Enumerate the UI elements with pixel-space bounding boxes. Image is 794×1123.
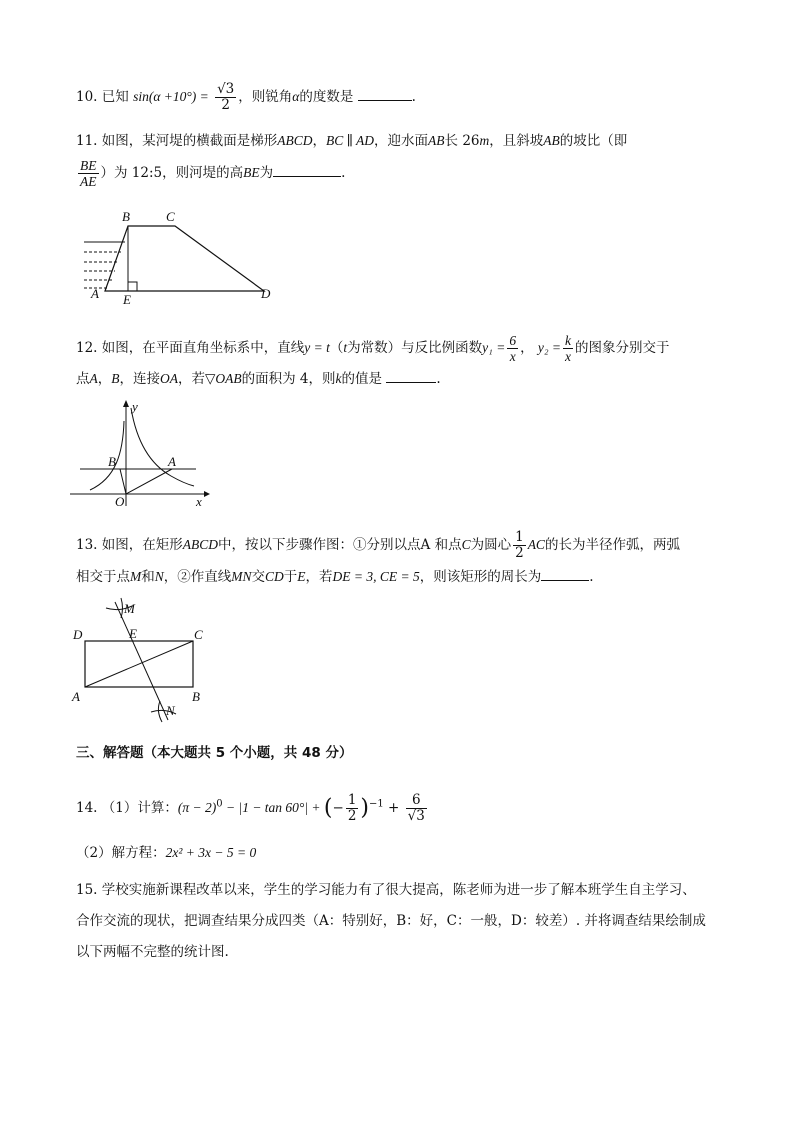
label-n: N	[166, 703, 175, 718]
answer-blank[interactable]	[386, 368, 436, 383]
math-expression: sin(α +10°) =	[133, 89, 209, 104]
section-heading: 三、解答题（本大题共 5 个小题，共 48 分）	[76, 745, 353, 761]
rectangle-figure	[66, 594, 216, 724]
question-15-line2: 合作交流的现状，把调查结果分成四类（A：特别好，B：好，C：一般，D：较差）. 并将调查结果绘制成	[76, 913, 706, 929]
question-number: 12.	[76, 340, 98, 356]
question-13-line1: 13. 如图，在矩形ABCD中，按以下步骤作图：①分别以点A 和点C为圆心 $\frac{1}{2}$ AC的长为半径作弧，两弧	[76, 529, 680, 561]
segment-ob	[120, 469, 126, 494]
fraction: $\frac{√3}{2}$	[217, 81, 235, 113]
answer-blank[interactable]	[541, 566, 589, 581]
coordinate-figure	[66, 398, 211, 510]
x-axis-arrow	[204, 491, 210, 497]
answer-blank[interactable]	[273, 162, 341, 177]
question-number: 11.	[76, 133, 98, 149]
label-a: A	[91, 286, 99, 301]
label-d: D	[261, 286, 271, 301]
label-b: B	[122, 209, 130, 224]
label-d: D	[73, 627, 83, 642]
question-14-part2: （2）解方程：2x² + 3x − 5 = 0	[76, 845, 257, 861]
diagonal-ac	[85, 641, 193, 687]
question-15-line1: 15. 学校实施新课程改革以来，学生的学习能力有了很大提高，陈老师为进一步了解本班学生自主学习、	[76, 882, 696, 898]
fraction: $\frac{k}{x}$	[565, 333, 572, 364]
trapezoid-abcd	[105, 226, 264, 291]
curve-y2	[90, 421, 124, 490]
question-12-line2: 点A，B，连接OA，若▽OAB的面积为 4，则k的值是 .	[76, 368, 441, 389]
answer-blank[interactable]	[358, 86, 412, 101]
fraction: $\frac{1}{2}$	[347, 792, 357, 824]
question-number: 14.	[76, 800, 98, 816]
label-e: E	[123, 292, 131, 305]
fraction: $\frac{6}{x}$	[509, 333, 517, 364]
label-m: M	[124, 601, 135, 616]
arc-n2	[158, 701, 162, 722]
fraction: $\frac{1}{2}$	[515, 529, 524, 561]
question-13-line2: 相交于点M和N，②作直线MN交CD于E，若DE = 3, CE = 5，则该矩形的周长为 .	[76, 566, 594, 587]
water-hatching	[84, 242, 125, 288]
question-15-line3: 以下两幅不完整的统计图.	[76, 944, 229, 960]
question-12-line1: 12. 如图，在平面直角坐标系中，直线y = t（t为常数）与反比例函数y₁ = $\frac{6}{x}$ ， y₂ = $\frac{k}{x}$ 的图象分别交于	[76, 333, 670, 364]
right-angle-mark	[128, 282, 137, 291]
y-axis-arrow	[123, 400, 129, 407]
label-o: O	[115, 494, 125, 509]
fraction: $\frac{BE}{AE}$	[80, 158, 97, 189]
label-x: x	[196, 494, 202, 509]
label-b: B	[192, 689, 200, 704]
question-number: 10.	[76, 89, 98, 105]
question-number: 15.	[76, 882, 98, 898]
trapezoid-figure	[76, 205, 286, 305]
label-a: A	[72, 689, 80, 704]
question-14-part1: 14. （1）计算：$(\pi - 2)^0 - |1 - \tan 60^\circ|$ + (− $\frac{1}{2}$ )$^{-1}$ + $\frac{6}{√3}$	[76, 792, 425, 824]
label-y: y	[132, 399, 138, 414]
label-e: E	[129, 626, 137, 641]
label-a: A	[168, 454, 176, 469]
segment-oa	[126, 469, 172, 494]
label-c: C	[166, 209, 175, 224]
question-11-line2: $\frac{BE}{AE}$ ）为 12:5，则河堤的高BE为 .	[80, 158, 346, 189]
label-c: C	[194, 627, 203, 642]
fraction: $\frac{6}{√3}$	[407, 792, 425, 824]
question-number: 13.	[76, 537, 98, 553]
question-11-line1: 11. 如图，某河堤的横截面是梯形ABCD，BC ∥ AD，迎水面AB长 26m，且斜坡AB的坡比（即	[76, 133, 628, 149]
label-b: B	[108, 454, 116, 469]
question-10: 10. 已知 sin(α +10°) = $\frac{√3}{2}$ ，则锐角α的度数是 .	[76, 81, 416, 113]
